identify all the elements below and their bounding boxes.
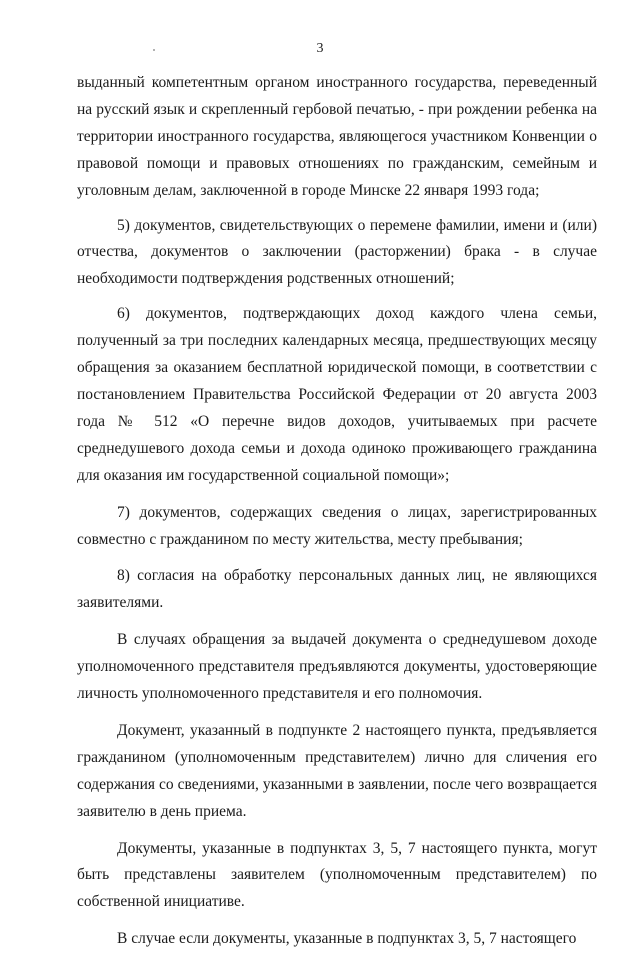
paragraph-item-8: 8) согласия на обработку персональных данных лиц, не являющихся заявителями. — [77, 567, 597, 612]
page-number: 3 — [316, 41, 324, 56]
paragraph-item-5: 5) документов, свидетельствующих о перемене фамилии, имени и (или) отчества, документов о заключении (расторжении) брака - в случае необходимости подтверждения родственных отношений; — [77, 216, 597, 288]
paragraph-own-initiative: Документы, указанные в подпунктах 3, 5, 7 настоящего пункта, могут быть представлены заявителем (уполномоченным представителем) по собственной инициативе. — [77, 839, 597, 911]
paragraph-item-7: 7) документов, содержащих сведения о лицах, зарегистрированных совместно с гражданином по месту жительства, месту пребывания; — [77, 503, 597, 548]
document-body — [77, 70, 597, 953]
paragraph-continued: В случае если документы, указанные в подпунктах 3, 5, 7 настоящего — [117, 930, 577, 948]
scan-mark — [153, 49, 155, 51]
paragraph-document-subpoint-2: Документ, указанный в подпункте 2 настоящего пункта, предъявляется гражданином (уполномоченным представителем) лично для сличения его содержания со сведениями, указанными в заявлении, после чего возвращается заявителю в день приема. — [77, 721, 597, 820]
paragraph-representative-documents: В случаях обращения за выдачей документа о среднедушевом доходе уполномоченного представителя предъявляются документы, удостоверяющие личность уполномоченного представителя и его полномочия. — [77, 631, 597, 703]
paragraph-continuation: выданный компетентным органом иностранного государства, переведенный на русский язык и скрепленный гербовой печатью, - при рождении ребенка на территории иностранного государства, являющегося участником Конвенции о правовой помощи и правовых отношениях по гражданским, семейным и уголовным делам, заключенной в городе Минске 22 января 1993 года; — [77, 74, 597, 199]
paragraph-item-6: 6) документов, подтверждающих доход каждого члена семьи, полученный за три последних календарных месяца, предшествующих месяцу обращения за оказанием бесплатной юридической помощи, в соответствии с постановлением Правительства Российской Федерации от 20 августа 2003 года № 512 «О перечне видов доходов, учитываемых при расчете среднедушевого дохода семьи и дохода одиноко проживающего гражданина для оказания им государственной социальной помощи»; — [77, 305, 597, 484]
